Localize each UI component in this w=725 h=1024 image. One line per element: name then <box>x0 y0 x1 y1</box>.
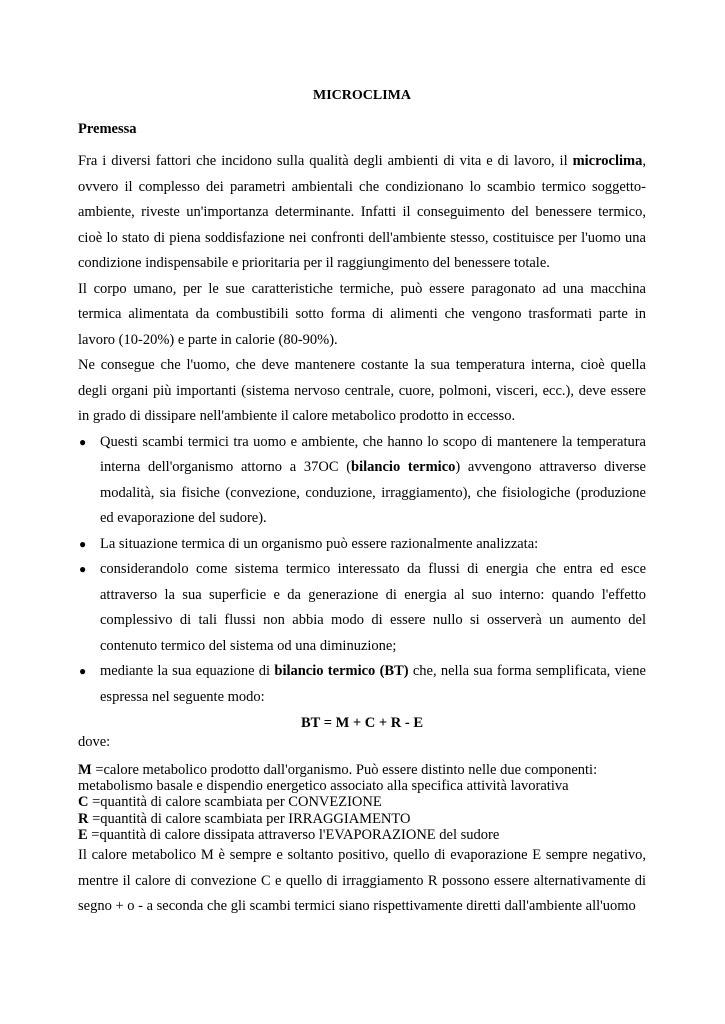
document-body <box>78 149 646 920</box>
definitions-list <box>78 762 646 843</box>
list-item-text: considerandolo come sistema termico interessato da flussi di energia che entra ed esce attraverso la sua superficie e da generazione di energia al suo interno: quando l'effetto complessivo di tali flussi non abbia modo di essere nullo si osserverà un aumento del contenuto termico del sistema od una diminuzione; <box>100 561 646 654</box>
paragraph-intro <box>78 149 646 277</box>
list-item-text: ) avvengono attraverso diverse modalità, sia fisiche (convezione, conduzione, irraggiamento), che fisiologiche (produzione ed evaporazione del sudore). <box>100 459 646 526</box>
equation-formula: BT = M + C + R - E <box>301 715 423 731</box>
list-item-text: La situazione termica di un organismo può essere razionalmente analizzata: <box>100 535 539 552</box>
definition-symbol: M <box>78 762 92 778</box>
paragraph-consequence: Ne consegue che l'uomo, che deve mantenere costante la sua temperatura interna, cioè quella degli organi più importanti (sistema nervoso centrale, cuore, polmoni, visceri, ecc.), deve essere in grado di dissipare nell'ambiente il calore metabolico prodotto in eccesso. <box>78 357 646 424</box>
definition-text: =quantità di calore dissipata attraverso l'EVAPORAZIONE del sudore <box>87 826 500 843</box>
definition-c <box>78 794 646 810</box>
section-heading: Premessa <box>78 121 137 137</box>
definition-symbol: E <box>78 826 88 843</box>
bullet-icon: ● <box>79 664 87 678</box>
bold-term: bilancio termico (BT) <box>274 663 409 679</box>
bullet-list <box>78 430 646 711</box>
definition-text: =quantità di calore scambiata per CONVEZIONE <box>88 794 382 811</box>
definition-m-continued: metabolismo basale e dispendio energetico associato alla specifica attività lavorativa <box>78 778 569 795</box>
list-item <box>78 430 646 532</box>
bullet-icon: ● <box>79 536 87 551</box>
list-item-text: che, nella sua forma semplificata, viene espressa nel seguente modo: <box>100 663 646 705</box>
document-title: MICROCLIMA <box>313 88 411 103</box>
list-item <box>78 532 646 558</box>
bullet-icon: ● <box>79 434 87 449</box>
definition-symbol: R <box>78 810 89 827</box>
paragraph-text: Fra i diversi fattori che incidono sulla qualità degli ambienti di vita e di lavoro, il <box>78 153 573 169</box>
definition-m <box>78 762 646 778</box>
definition-symbol: C <box>78 794 89 811</box>
definition-e <box>78 827 646 843</box>
list-item <box>78 557 646 659</box>
bold-term: microclima <box>572 153 643 169</box>
list-item-text: mediante la sua equazione di <box>100 663 275 679</box>
paragraph-final: Il calore metabolico M è sempre e soltanto positivo, quello di evaporazione E sempre negativo, mentre il calore di convezione C e quello di irraggiamento R possono essere alternativamente di segno + o - a seconda che gli scambi termici siano rispettivamente diretti dall'ambiente all'uomo <box>78 847 646 915</box>
definition-text: =quantità di calore scambiata per IRRAGGIAMENTO <box>88 810 411 827</box>
list-item <box>78 659 646 710</box>
paragraph-body-machine: Il corpo umano, per le sue caratteristiche termiche, può essere paragonato ad una macchina termica alimentata da combustibili sotto forma di alimenti che vengono trasformati parte in lavoro (10-20%) e parte in calorie (80-90%). <box>78 280 646 348</box>
definition-r <box>78 811 646 827</box>
paragraph-text: , ovvero il complesso dei parametri ambientali che condizionano lo scambio termico soggetto-ambiente, riveste un'importanza determinante. Infatti il conseguimento del benessere termico, cioè lo stato di piena soddisfazione nei confronti dell'ambiente stesso, costituisce per l'uomo una condizione indispensabile e prioritaria per il raggiungimento del benessere totale. <box>78 153 646 271</box>
bold-term: bilancio termico <box>351 459 456 475</box>
bullet-icon: ● <box>79 562 87 576</box>
list-item-text: Questi scambi termici tra uomo e ambiente, che hanno lo scopo di mantenere la temperatura interna dell'organismo attorno a 37OC ( <box>100 433 646 475</box>
where-label: dove: <box>78 734 111 750</box>
definition-text: =calore metabolico prodotto dall'organismo. Può essere distinto nelle due componenti: <box>91 762 598 778</box>
